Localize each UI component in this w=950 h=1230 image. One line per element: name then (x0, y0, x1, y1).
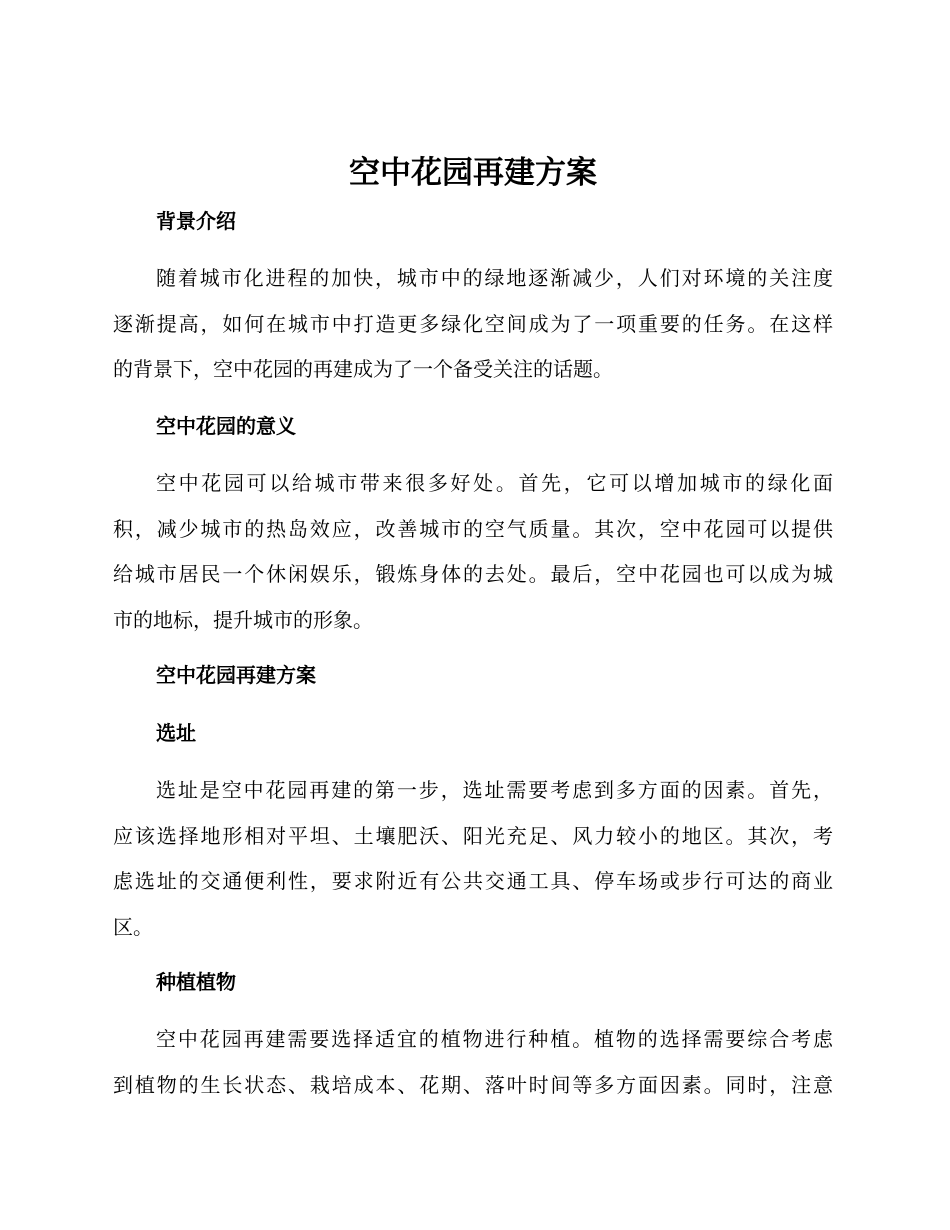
paragraph-site-selection (113, 768, 833, 950)
section-heading-site-selection: 选址 (156, 721, 196, 745)
paragraph-line: 区。 (113, 914, 153, 939)
paragraph-background (113, 256, 833, 393)
paragraph-line: 随着城市化进程的加快，城市中的绿地逐渐减少，人们对环境的关注度 (156, 266, 833, 290)
paragraph-line: 虑选址的交通便利性，要求附近有公共交通工具、停车场或步行可达的商业 (113, 869, 833, 893)
document-title: 空中花园再建方案 (349, 155, 597, 191)
paragraph-significance (113, 461, 833, 643)
paragraph-line: 给城市居民一个休闲娱乐，锻炼身体的去处。最后，空中花园也可以成为城 (113, 562, 833, 586)
section-heading-background: 背景介绍 (156, 209, 236, 233)
paragraph-line: 选址是空中花园再建的第一步，选址需要考虑到多方面的因素。首先， (156, 778, 833, 802)
paragraph-planting (113, 1017, 833, 1108)
paragraph-line: 市的地标，提升城市的形象。 (113, 607, 373, 632)
paragraph-line: 积，减少城市的热岛效应，改善城市的空气质量。其次，空中花园可以提供 (113, 516, 833, 541)
paragraph-line: 的背景下，空中花园的再建成为了一个备受关注的话题。 (113, 357, 613, 381)
paragraph-line: 空中花园再建需要选择适宜的植物进行种植。植物的选择需要综合考虑 (156, 1027, 833, 1051)
section-heading-planting: 种植植物 (156, 970, 236, 994)
paragraph-line: 应该选择地形相对平坦、土壤肥沃、阳光充足、风力较小的地区。其次，考 (113, 823, 833, 848)
section-heading-plan: 空中花园再建方案 (156, 663, 316, 687)
paragraph-line: 逐渐提高，如何在城市中打造更多绿化空间成为了一项重要的任务。在这样 (113, 311, 833, 336)
paragraph-line: 到植物的生长状态、栽培成本、花期、落叶时间等多方面因素。同时，注意 (113, 1072, 833, 1097)
section-heading-significance: 空中花园的意义 (156, 414, 296, 438)
paragraph-line: 空中花园可以给城市带来很多好处。首先，它可以增加城市的绿化面 (156, 471, 833, 495)
